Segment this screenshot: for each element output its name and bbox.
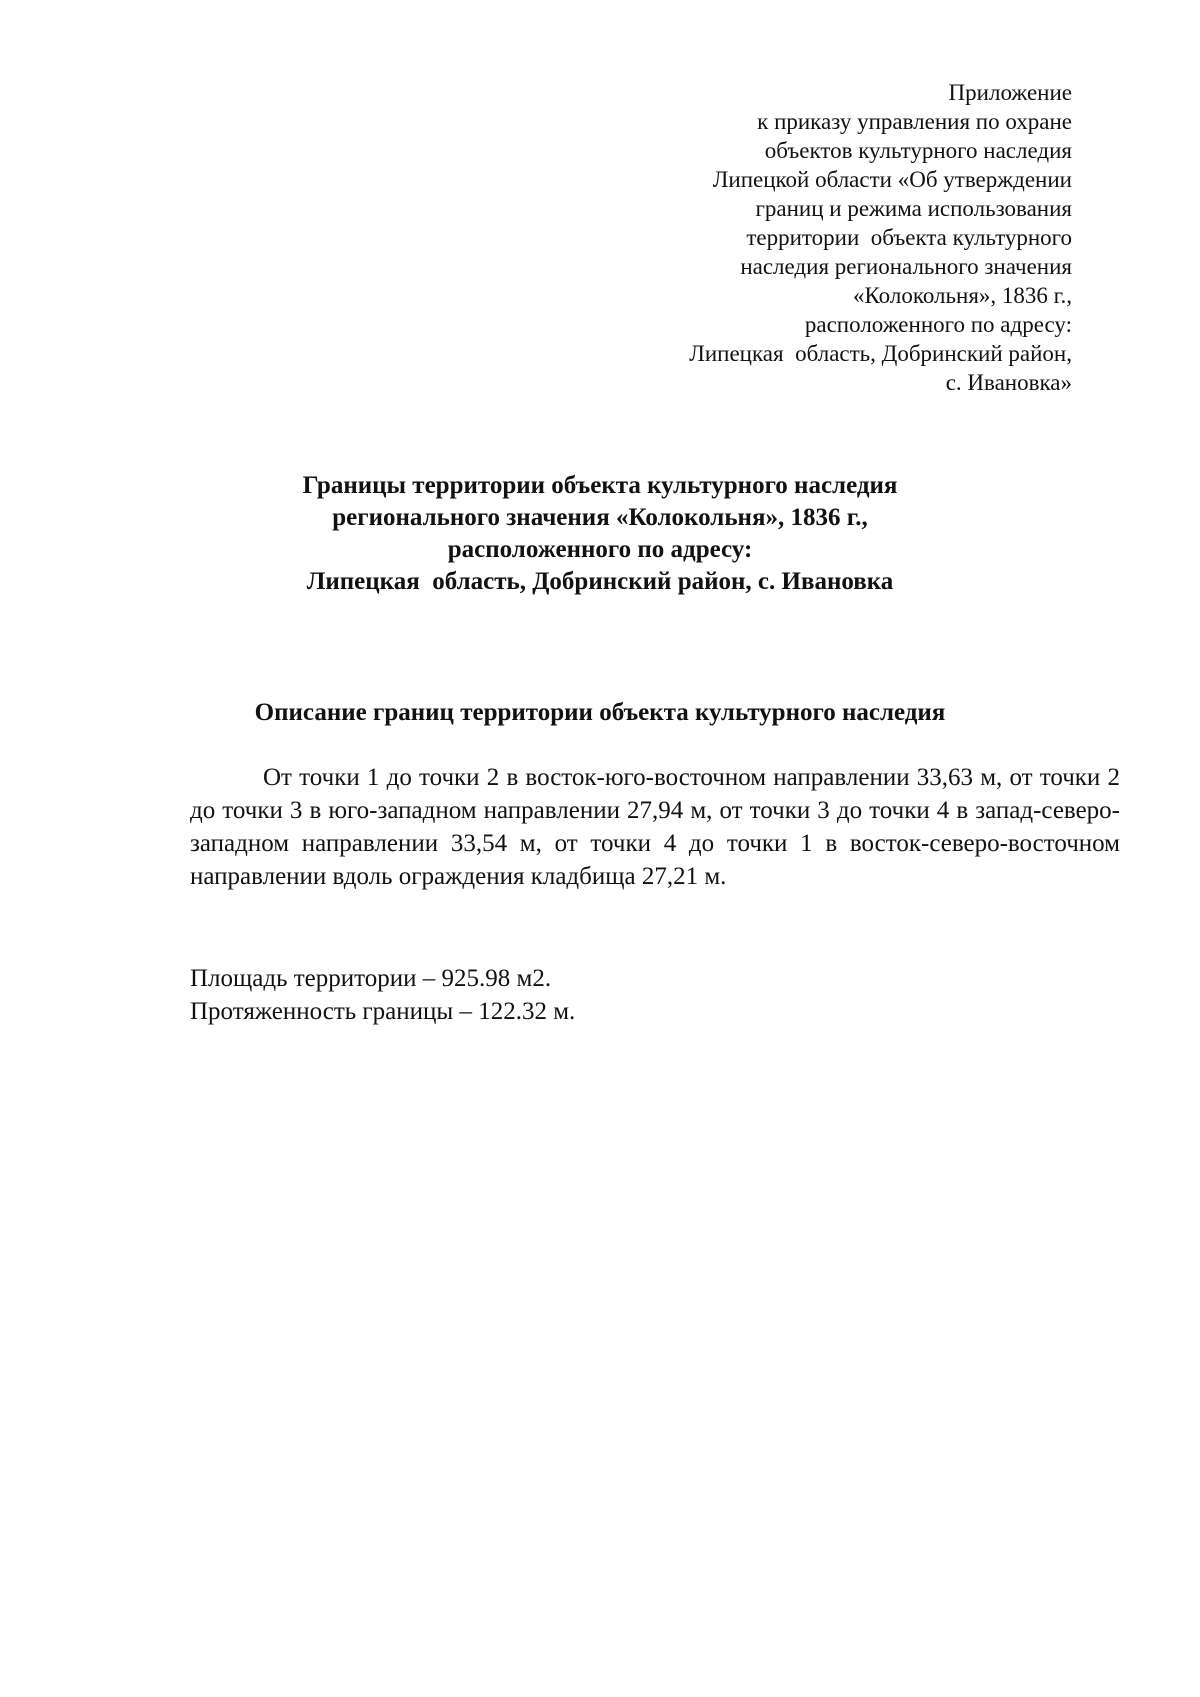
appendix-line: «Колокольня», 1836 г.,	[852, 283, 1072, 308]
appendix-line: расположенного по адресу:	[804, 312, 1072, 337]
title-line: расположенного по адресу:	[447, 536, 753, 563]
appendix-line: наследия регионального значения	[740, 254, 1072, 279]
boundary-description: От точки 1 до точки 2 в восток-юго-восточном направлении 33,63 м, от точки 2 до точки 3 в юго-западном направлении 27,94 м, от точки 3 до точки 4 в запад-северо-западном направлении 33,54 м, от точки 4 до точки 1 в восток-северо-восточном направлении вдоль ограждения кладбища 27,21 м.	[190, 764, 1120, 890]
appendix-line: с. Ивановка»	[945, 370, 1072, 395]
appendix-line: границ и режима использования	[755, 196, 1072, 221]
document-title	[150, 470, 1050, 598]
appendix-line: территории объекта культурного	[746, 225, 1072, 250]
section-heading: Описание границ территории объекта культурного наследия	[254, 699, 946, 726]
appendix-block	[552, 78, 1072, 397]
appendix-line: Приложение	[948, 80, 1072, 105]
title-line: регионального значения «Колокольня», 1836 г.,	[332, 504, 868, 531]
title-line: Липецкая область, Добринский район, с. Ивановка	[306, 568, 894, 595]
appendix-line: Липецкой области «Об утверждении	[712, 167, 1072, 192]
appendix-line: объектов культурного наследия	[764, 138, 1072, 163]
title-line: Границы территории объекта культурного наследия	[302, 472, 898, 499]
territory-area: Площадь территории – 925.98 м2.	[190, 965, 552, 992]
appendix-line: Липецкая область, Добринский район,	[689, 341, 1072, 366]
appendix-line: к приказу управления по охране	[757, 109, 1072, 134]
boundary-length: Протяженность границы – 122.32 м.	[190, 998, 576, 1025]
